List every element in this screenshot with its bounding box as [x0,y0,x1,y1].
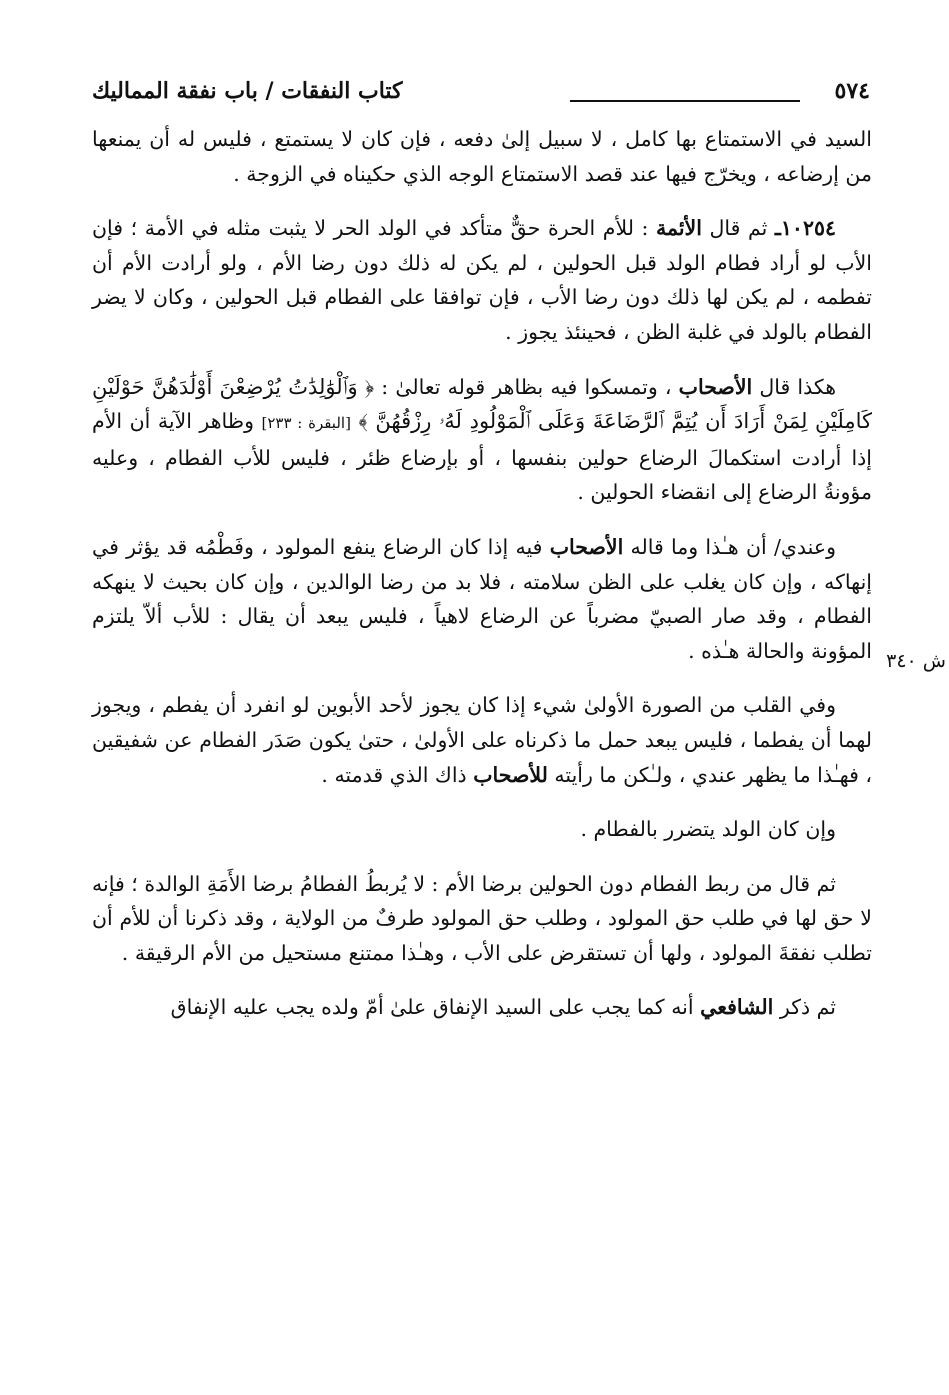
paragraph-text: فيه إذا كان الرضاع ينفع المولود ، وفَطْمُه قد يؤثر في إنهاكه ، وإن كان يغلب على الظن سلامته ، فلا بد من رضا الوالدين ، وإن كان بحيث لا ينهكه الفطام ، وقد صار الصبيّ مضرباً عن الرضاع لاهياً ، فليس يبعد أن يقال : للأب ألاّ يلتزم المؤونة والحالة هـٰذه . [92,534,872,663]
paragraph-lead: ثم ذكر [779,995,836,1020]
paragraph-lead: وفي القلب من الصورة الأولىٰ شيء إذا كان يجوز لأحد الأبوين لو انفرد أن يفطم ، ويجوز لهما أن يفطما ، فليس يبعد حمل ما ذكرناه على الأولىٰ ، حتىٰ يكون صَدَر الفطام عن شفيقين ، فهـٰذا ما يظهر عندي ، ولـٰكن ما رأيته [92,693,872,787]
paragraph-lead: هكذا قال [759,374,837,399]
main-text [92,122,872,1045]
paragraph-mid: ، وتمسكوا فيه بظاهر قوله تعالىٰ : [381,374,672,399]
paragraph-6 [92,812,872,847]
bold-term: الأصحاب [549,534,624,559]
paragraph-8 [92,990,872,1025]
paragraph-lead: وعندي/ أن هـٰذا وما قاله [630,534,836,559]
paragraph-text: وإن كان الولد يتضرر بالفطام . [580,817,836,842]
running-header [92,76,870,116]
bold-term: للأصحاب [473,762,548,787]
paragraph-2 [92,211,872,349]
paragraph-7 [92,867,872,971]
paragraph-text: ثم قال من ربط الفطام دون الحولين برضا الأم : لا يُربطُ الفطامُ برضا الأَمَةِ الوالدة ؛ فإنه لا حق لها في طلب حق المولود ، وطلب حق المولود طرفٌ من الولاية ، وقد ذكرنا أن للأم أن تطلب نفقةَ المولود ، ولها أن تستقرض على الأب ، وهـٰذا ممتنع مستحيل من الأم الرقيقة . [92,871,872,965]
paragraph-4 [92,530,872,668]
issue-number: ١٠٢٥٤ـ [774,216,836,241]
paragraph-text: : للأم الحرة حقٌّ متأكد في الولد الحر لا يثبت مثله في الأمة ؛ فإن الأب لو أراد فطام الولد قبل الحولين ، لم يكن له ذلك دون رضا الأم ، ولو أرادت الأم أن تفطمه ، لم يكن لها ذلك دون رضا الأب ، فإن توافقا على الفطام قبل الحولين ، وكان لا يضر الفطام بالولد في غلبة الظن ، فحينئذ يجوز . [92,216,872,344]
margin-page-reference: ش ٣٤٠ [886,650,946,672]
paragraph-1 [92,122,872,191]
bold-term: الأصحاب [678,374,753,399]
quran-verse: ﴿ وَٱلْوَٰلِدَٰتُ يُرْضِعْنَ أَوْلَٰدَهُنَّ حَوْلَيْنِ كَامِلَيْنِ لِمَنْ أَرَادَ أَن يُتِمَّ ٱلرَّضَاعَةَ وَعَلَى ٱلْمَوْلُودِ لَهُۥ رِزْقُهُنَّ ﴾ [92,374,872,434]
paragraph-text: ذاك الذي قدمته . [321,762,467,787]
paragraph-3 [92,370,872,510]
paragraph-text: السيد في الاستمتاع بها كامل ، لا سبيل إلىٰ دفعه ، فإن كان لا يستمتع ، فليس له أن يمنعها من إرضاعه ، ويخرّج فيها عند قصد الاستمتاع الوجه الذي حكيناه في الزوجة . [92,127,872,186]
paragraph-lead: ثم قال [709,216,768,241]
page-number: ٥٧٤ [834,78,870,104]
bold-term: الشافعي [700,995,774,1020]
verse-reference: [البقرة : ٢٣٣] [261,414,351,433]
bold-term: الأئمة [655,216,702,241]
header-rule [570,100,800,102]
paragraph-text: وظاهر الآية أن الأم إذا أرادت استكمالَ الرضاع حولين بنفسها ، أو بإرضاع ظئر ، فليس للأب الفطام ، وعليه مؤونةُ الرضاع إلى انقضاء الحولين . [92,409,872,505]
paragraph-text: أنه كما يجب على السيد الإنفاق علىٰ أمّ ولده يجب عليه الإنفاق [170,995,694,1020]
header-title: كتاب النفقات / باب نفقة المماليك [92,78,403,104]
paragraph-5 [92,688,872,792]
